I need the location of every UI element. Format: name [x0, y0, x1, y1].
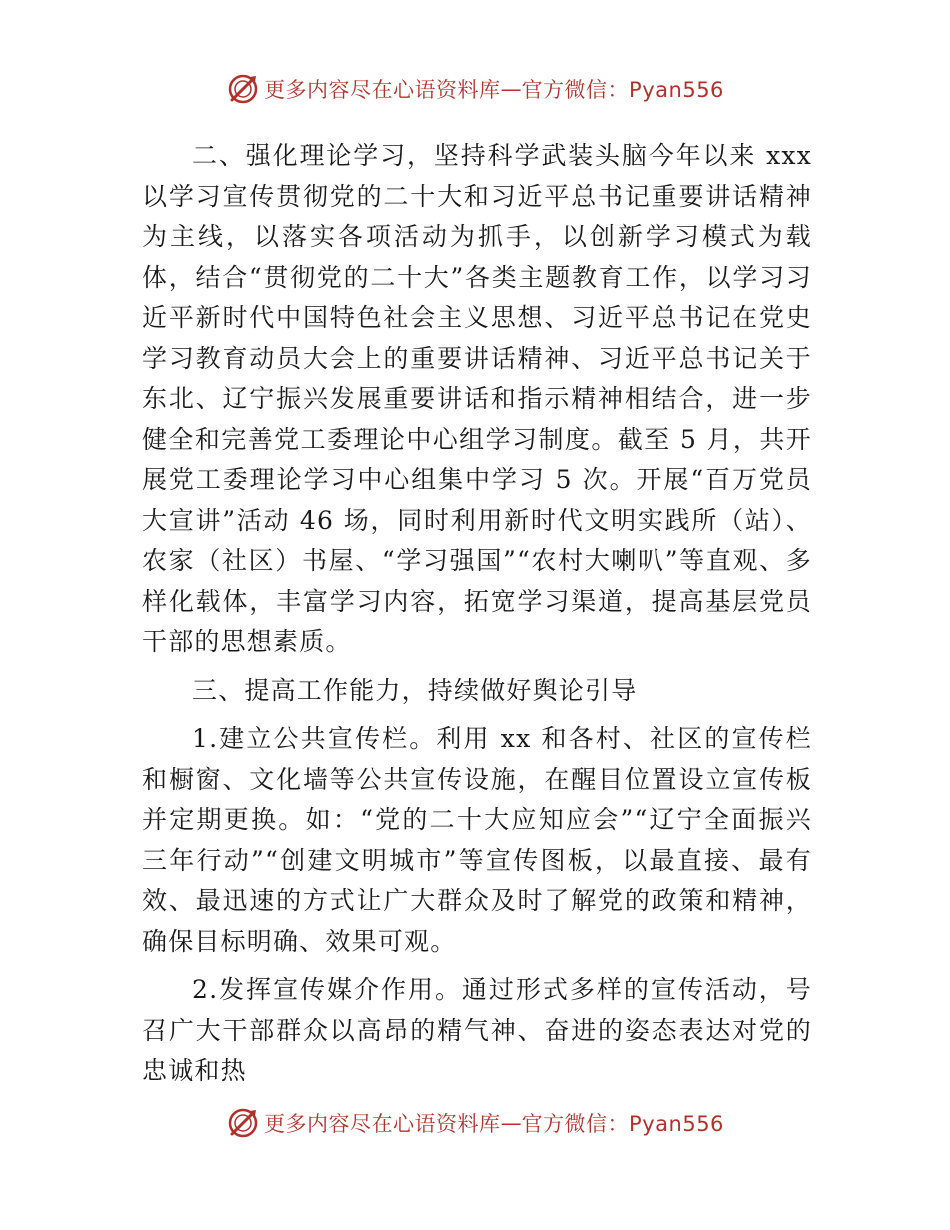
watermark-text: 更多内容尽在心语资料库 — [264, 1112, 501, 1136]
section-heading-work-ability: 三、提高工作能力，持续做好舆论引导 — [192, 675, 638, 705]
watermark-wechat: 官方微信：Pyan556 — [521, 1112, 724, 1136]
paragraph-theory-study: 二、强化理论学习，坚持科学武装头脑今年以来 xxx 以学习宣传贯彻党的二十大和习近平总书记重要讲话精神为主线，以落实各项活动为抓手，以创新学习模式为载体，结合“贯彻党的二十大”各类主题教育工作，以学习习近平新时代中国特色社会主义思想、习近平总书记在党史学习教育动员大会上的重要讲话精神、习近平总书记关于东北、辽宁振兴发展重要讲话和指示精神相结合，进一步健全和完善党工委理论中心组学习制度。截至 5 月，共开展党工委理论学习中心组集中学习 5 次。开展“百万党员大宣讲”活动 46 场，同时利用新时代文明实践所（站）、农家（社区）书屋、“学习强国”“农村大喇叭”等直观、多样化载体，丰富学习内容，拓宽学习渠道，提高基层党员干部的思想素质。 — [142, 141, 812, 656]
footer-watermark — [0, 1106, 950, 1140]
watermark-dash: — — [500, 1111, 522, 1135]
paragraph-media-role: 2.发挥宣传媒介作用。通过形式多样的宣传活动，号召广大干部群众以高昂的精气神、奋进的姿态表达对党的忠诚和热 — [142, 975, 812, 1085]
header-watermark — [0, 72, 950, 106]
watermark-wechat: 官方微信：Pyan556 — [521, 78, 724, 102]
document-body — [142, 136, 812, 1098]
paragraph-public-board: 1.建立公共宣传栏。利用 xx 和各村、社区的宣传栏和橱窗、文化墙等公共宣传设施，在醒目位置设立宣传板并定期更换。如：“党的二十大应知应会”“辽宁全面振兴三年行动”“创建文明城市”等宣传图板，以最直接、最有效、最迅速的方式让广大群众及时了解党的政策和精神，确保目标明确、效果可观。 — [142, 724, 812, 956]
watermark-dash: — — [500, 77, 522, 101]
seal-logo-icon — [226, 72, 260, 106]
seal-logo-icon — [226, 1106, 260, 1140]
watermark-text: 更多内容尽在心语资料库 — [264, 78, 501, 102]
